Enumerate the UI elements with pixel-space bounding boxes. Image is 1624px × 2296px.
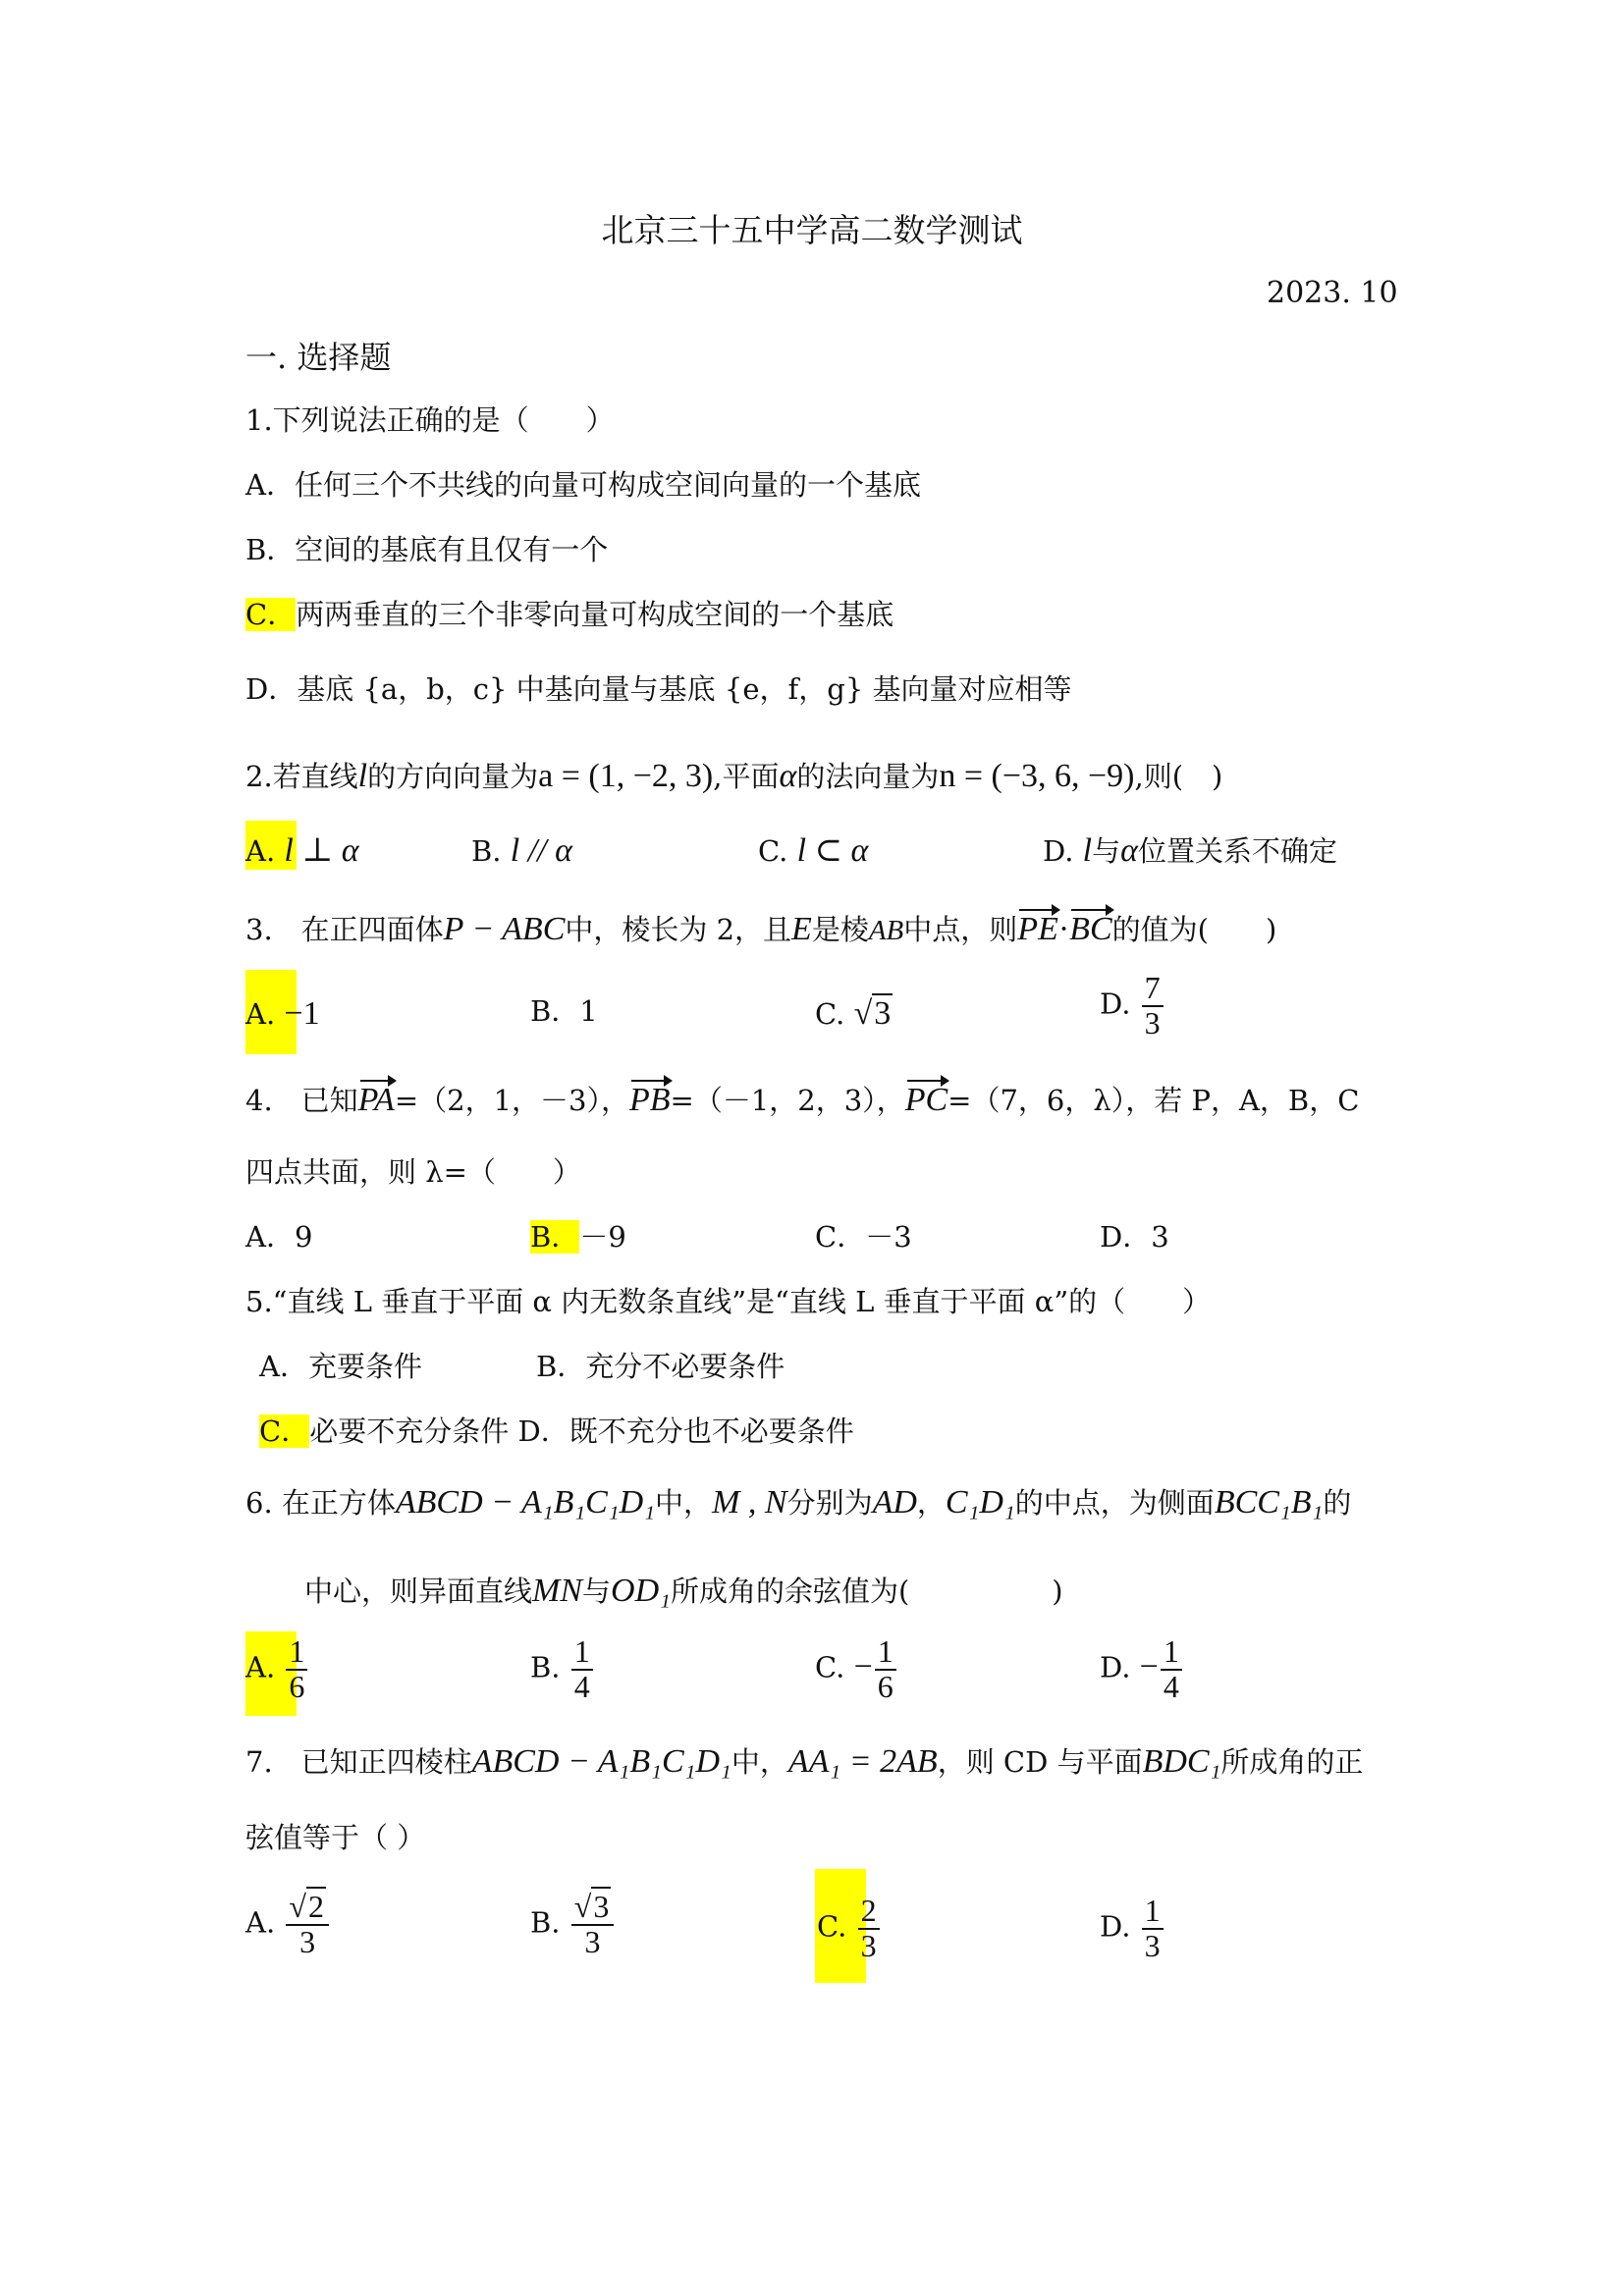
q3-option-d — [1100, 972, 1165, 1040]
q6-line-od1: OD₁ — [611, 1573, 671, 1609]
q6-stem-text: 分别为 — [786, 1486, 873, 1520]
q6-cube: ABCD − A₁B₁C₁D₁ — [395, 1484, 656, 1521]
fraction-denominator: 3 — [1144, 1004, 1161, 1041]
q5-option-c — [259, 1417, 854, 1446]
q1-option-c — [245, 598, 894, 631]
q3-option-a-value: −1 — [284, 995, 320, 1032]
q2-option-d-text: 位置关系不确定 — [1137, 834, 1337, 868]
q3-point-e: E — [791, 911, 812, 947]
q3-tetrahedron: P − ABC — [443, 911, 566, 947]
q6-option-a-fraction — [286, 1635, 307, 1703]
fraction-denominator: 3 — [860, 1927, 877, 1963]
fraction-numerator: 1 — [1161, 1635, 1182, 1671]
q2-line-symbol: l — [1082, 832, 1093, 869]
q3-stem: 3. 在正四面体P − ABC中，棱长为 2，且E是棱AB中点，则PE·BC的值为( ) — [245, 911, 1277, 947]
q2-option-d — [1043, 834, 1337, 868]
q6-points-mn: M , N — [712, 1484, 787, 1521]
q5-option-b: B．充分不必要条件 — [536, 1350, 785, 1383]
q6-option-b — [530, 1635, 595, 1703]
q3-edge-ab: AB — [868, 915, 904, 946]
q1-stem: 1.下列说法正确的是（ ） — [245, 403, 615, 437]
q7-option-c — [817, 1895, 882, 1962]
q4-option-a: A．9 — [245, 1220, 313, 1254]
q6-stem: 6. 在正方体ABCD − A₁B₁C₁D₁中，M , N分别为AD，C₁D₁的中点，为侧面BCC₁B₁的 — [245, 1484, 1352, 1521]
q2-option-b — [471, 834, 572, 868]
q4-vector-pb: PB — [628, 1082, 671, 1118]
q6-option-b-fraction — [571, 1635, 593, 1703]
q5-option-d: D．既不充分也不必要条件 — [517, 1415, 854, 1448]
q6-option-d-sign: − — [1139, 1648, 1159, 1685]
radicand: 3 — [593, 1889, 610, 1924]
q6-face: BCC₁B₁ — [1214, 1484, 1324, 1521]
q7-option-b — [530, 1891, 616, 1958]
q3-option-c — [815, 997, 893, 1031]
q1-option-a: A．任何三个不共线的向量可构成空间向量的一个基底 — [245, 468, 921, 502]
q6-option-b-label: B. — [530, 1650, 561, 1684]
q4-stem — [245, 1084, 1359, 1117]
fraction-numerator: 1 — [571, 1635, 593, 1671]
fraction-denominator: 3 — [584, 1923, 601, 1959]
q2-option-d-label: D. — [1043, 834, 1074, 868]
q4-vector-pc-value: =（7，6，λ），若 P，A，B，C — [947, 1084, 1360, 1117]
fraction-numerator: 7 — [1142, 972, 1164, 1007]
q4-stem-line2: 四点共面，则 λ=（ ） — [245, 1155, 581, 1189]
q6-option-d-fraction — [1161, 1635, 1182, 1703]
fraction-denominator: 6 — [289, 1668, 305, 1704]
answer-highlight: C． — [259, 1415, 310, 1448]
q6-option-c-sign: − — [853, 1648, 873, 1685]
q3-vector-pe: PE — [1017, 911, 1058, 947]
q7-option-a-fraction — [286, 1891, 329, 1958]
q3-option-d-label: D. — [1100, 987, 1131, 1021]
q3-option-c-label: C. — [815, 997, 845, 1031]
q2-normal-vector: n = (−3, 6, −9) — [939, 758, 1135, 794]
q7-option-a — [245, 1891, 331, 1958]
q2-stem-text: ,则( ) — [1134, 760, 1223, 793]
q2-stem-text: 2.若直线 — [245, 760, 358, 793]
q6-option-d — [1100, 1635, 1184, 1703]
fraction-denominator: 4 — [573, 1668, 590, 1704]
q6-stem-text: 与 — [582, 1575, 612, 1608]
q7-option-d-fraction — [1142, 1895, 1164, 1962]
answer-highlight: C． — [245, 598, 297, 631]
answer-highlight: B． — [530, 1220, 580, 1254]
q7-stem-text: 中， — [731, 1745, 788, 1779]
q2-option-a — [245, 834, 359, 868]
q4-option-b-text: －9 — [579, 1220, 626, 1254]
q2-stem-text: 的法向量为 — [796, 760, 940, 793]
q2-option-b-label: B. — [471, 834, 502, 868]
q3-option-a-label: A. — [245, 997, 276, 1031]
q7-option-b-fraction — [571, 1891, 615, 1958]
q6-option-d-label: D. — [1100, 1650, 1131, 1684]
q7-stem — [245, 1745, 1363, 1779]
q2-option-b-math: l // α — [510, 832, 572, 869]
q5-stem: 5.“直线 L 垂直于平面 α 内无数条直线”是“直线 L 垂直于平面 α”的（ ） — [245, 1285, 1212, 1318]
q2-option-a-label: A. — [245, 834, 276, 868]
fraction-numerator: 1 — [875, 1635, 896, 1671]
q3-stem-text: 中点，则 — [903, 913, 1018, 946]
q3-vector-bc: BC — [1069, 911, 1112, 947]
q2-stem-text: ,平面 — [713, 760, 780, 793]
q3-option-c-radicand: 3 — [874, 995, 892, 1032]
q6-stem-text: 6. 在正方体 — [245, 1486, 396, 1520]
fraction-numerator: √2 — [286, 1891, 329, 1926]
q2-stem — [245, 760, 1222, 793]
q4-vector-pa: PA — [357, 1082, 395, 1118]
fraction-denominator: 4 — [1163, 1668, 1179, 1704]
q2-line-symbol: l — [357, 758, 368, 794]
q3-stem-text: 3. 在正四面体 — [245, 913, 444, 946]
q3-option-b: B．1 — [530, 994, 598, 1028]
section-heading: 一. 选择题 — [245, 339, 392, 376]
fraction-denominator: 3 — [299, 1923, 316, 1959]
q5-option-c-text: 必要不充分条件 — [309, 1415, 510, 1448]
q2-option-c-math: l ⊂ α — [796, 832, 869, 869]
q6-option-a — [245, 1635, 309, 1703]
q6-option-c-label: C. — [815, 1650, 845, 1684]
q7-prism: ABCD − A₁B₁C₁D₁ — [471, 1743, 731, 1780]
q2-option-c-label: C. — [758, 834, 788, 868]
q4-vector-pb-value: =（－1，2，3）， — [670, 1084, 905, 1117]
q6-option-a-label: A. — [245, 1650, 276, 1684]
q7-option-d-label: D. — [1100, 1909, 1131, 1944]
radicand: 2 — [307, 1889, 324, 1924]
q2-direction-vector: a = (1, −2, 3) — [538, 758, 714, 794]
q6-line-mn: MN — [532, 1573, 583, 1609]
q7-plane: BDC₁ — [1142, 1743, 1221, 1780]
q1-option-c-text: 两两垂直的三个非零向量可构成空间的一个基底 — [296, 598, 894, 631]
q6-stem-text: 的中点，为侧面 — [1014, 1486, 1215, 1520]
q7-stem-text: ，则 CD 与平面 — [937, 1745, 1143, 1779]
q7-stem-text: 7. 已知正四棱柱 — [245, 1745, 472, 1779]
fraction-numerator: 2 — [858, 1895, 880, 1930]
q2-option-d-text: 与 — [1092, 834, 1121, 868]
q2-option-c — [758, 834, 868, 868]
exam-date: 2023. 10 — [1267, 276, 1398, 310]
q4-option-b — [530, 1220, 626, 1254]
q6-option-c-fraction — [875, 1635, 896, 1703]
fraction-numerator: √3 — [571, 1891, 615, 1926]
q2-option-a-math: l ⊥ α — [284, 832, 359, 869]
q7-option-b-label: B. — [530, 1905, 561, 1940]
q1-option-b: B．空间的基底有且仅有一个 — [245, 533, 609, 566]
q2-plane-symbol: α — [779, 758, 797, 794]
page-title: 北京三十五中学高二数学测试 — [601, 211, 1023, 249]
q7-option-a-label: A. — [245, 1905, 276, 1940]
q2-stem-text: 的方向向量为 — [367, 760, 539, 793]
q1-option-d: D．基底 {a，b，c} 中基向量与基底 {e，f，g} 基向量对应相等 — [245, 672, 1072, 706]
q3-option-a — [245, 997, 320, 1031]
q7-stem-text: 所成角的正 — [1220, 1745, 1364, 1779]
q6-stem-text: 中， — [655, 1486, 713, 1520]
q7-stem-line2: 弦值等于（ ） — [245, 1821, 426, 1854]
q4-option-d: D．3 — [1100, 1220, 1169, 1254]
q3-stem-text: 的值为( ) — [1111, 913, 1277, 946]
fraction-denominator: 6 — [877, 1668, 893, 1704]
q6-option-c — [815, 1635, 898, 1703]
fraction-numerator: 1 — [1142, 1895, 1164, 1930]
fraction-numerator: 1 — [286, 1635, 307, 1671]
q4-vector-pa-value: =（2，1，－3）， — [394, 1084, 629, 1117]
q7-option-d — [1100, 1895, 1165, 1962]
q6-stem-text: 所成角的余弦值为( ) — [670, 1575, 1063, 1608]
q3-option-d-fraction — [1142, 972, 1164, 1040]
q2-plane-symbol: α — [1120, 832, 1138, 869]
q6-edge-c1d1: C₁D₁ — [945, 1484, 1015, 1521]
q7-option-c-fraction — [858, 1895, 880, 1962]
q3-stem-text: 是棱 — [811, 913, 869, 946]
q7-condition: AA₁ = 2AB — [787, 1743, 938, 1780]
q4-vector-pc: PC — [904, 1082, 948, 1118]
q4-option-c: C．－3 — [815, 1220, 912, 1254]
fraction-denominator: 3 — [1144, 1927, 1161, 1963]
q3-stem-text: 中，棱长为 2，且 — [565, 913, 792, 946]
q4-stem-text: 4. 已知 — [245, 1084, 358, 1117]
q6-stem-line2 — [304, 1575, 1063, 1608]
q6-stem-text: 的 — [1323, 1486, 1352, 1520]
q6-stem-text: 中心，则异面直线 — [304, 1575, 533, 1608]
q3-option-c-sqrt: √3 — [853, 995, 892, 1032]
q5-option-a: A．充要条件 — [259, 1350, 422, 1383]
q7-option-c-label: C. — [817, 1909, 847, 1944]
q6-edge-ad: AD — [872, 1484, 917, 1521]
